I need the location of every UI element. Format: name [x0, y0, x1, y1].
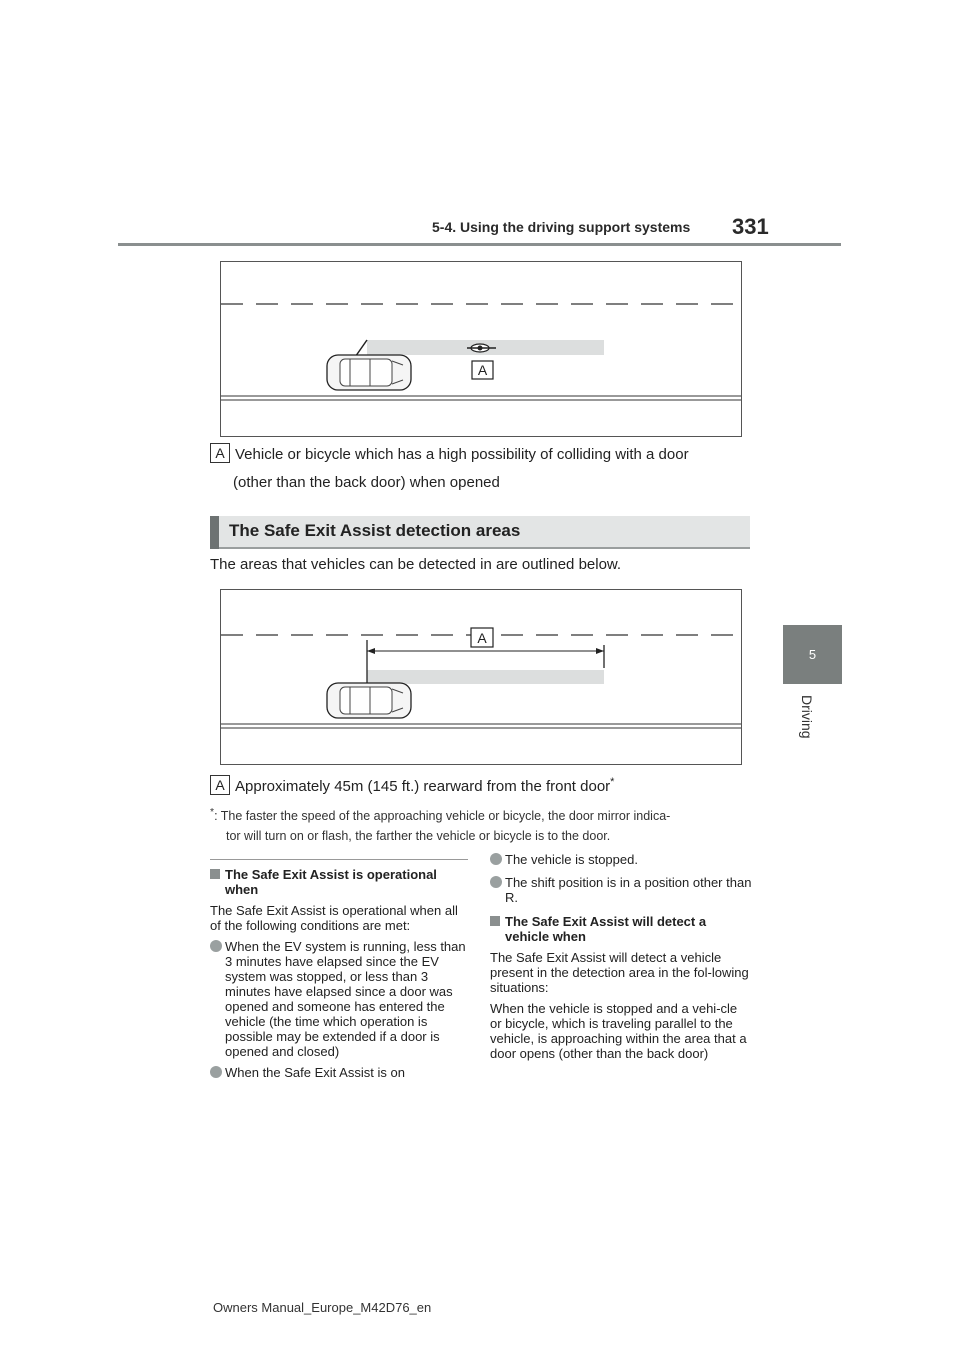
- section-title: 5-4. Using the driving support systems: [432, 219, 691, 235]
- section-header-bar: [210, 516, 219, 549]
- caption-2: [210, 769, 614, 800]
- left-paragraph: The Safe Exit Assist is operational when all of the following conditions are met:: [210, 903, 458, 933]
- bullet-dot-icon: [210, 1066, 222, 1078]
- figure-door-collision-svg: [221, 262, 741, 436]
- square-bullet-icon: [210, 869, 220, 879]
- left-subhead: [210, 867, 468, 897]
- chapter-name: Driving: [799, 695, 815, 739]
- right-paragraph-2: When the vehicle is stopped and a vehi-cle or bicycle, which is traveling parallel to the vehicle, is approaching within the area that a door opens (other than the back door): [490, 1001, 747, 1061]
- section-header-title: The Safe Exit Assist detection areas: [229, 521, 521, 540]
- list-item-text: The shift position is in a position other than R.: [505, 875, 752, 905]
- figure1-label: A: [477, 362, 488, 378]
- figure-detection-area: [220, 589, 742, 765]
- list-item: [490, 852, 752, 867]
- arrow-left-head: [367, 648, 375, 654]
- figure1-label-box: [472, 361, 493, 379]
- figure-detection-area-svg: [221, 590, 741, 764]
- footnote-line2: tor will turn on or flash, the farther the vehicle or bicycle is to the door.: [226, 829, 611, 844]
- footer-text: Owners Manual_Europe_M42D76_en: [213, 1300, 432, 1315]
- list-item: [210, 1065, 468, 1080]
- caption2-letter: A: [210, 775, 230, 795]
- caption2-marker: *: [610, 776, 615, 788]
- caption1-line1: Vehicle or bicycle which has a high possibility of colliding with a door: [235, 446, 689, 463]
- square-bullet-icon: [490, 916, 500, 926]
- intro-text: The areas that vehicles can be detected in are outlined below.: [210, 556, 622, 573]
- list-item: [490, 875, 752, 905]
- caption2-text: Approximately 45m (145 ft.) rearward from the front door: [235, 778, 611, 795]
- figure2-label: A: [477, 630, 487, 646]
- footnote-line1: : The faster the speed of the approaching vehicle or bicycle, the door mirror indica-: [214, 809, 671, 824]
- chapter-number: 5: [808, 647, 817, 662]
- left-subhead-text: The Safe Exit Assist is operational when: [225, 867, 437, 897]
- list-item-text: When the EV system is running, less than 3 minutes have elapsed since the EV system was stopped, or less than 3 minutes have elapsed since a door was opened and someone has entered the vehicle (the time which operation is possible may be extended if a door is opened and closed): [225, 939, 466, 1059]
- figure-door-collision: [220, 261, 742, 437]
- left-column: [210, 867, 468, 1080]
- caption-1-line2: (other than the back door) when opened: [233, 474, 500, 491]
- list-item-text: The vehicle is stopped.: [505, 852, 638, 867]
- header-divider: [118, 243, 841, 246]
- column-divider: [210, 859, 468, 860]
- right-subhead-text: The Safe Exit Assist will detect a vehicle when: [505, 914, 707, 944]
- chapter-tab: [783, 625, 842, 684]
- caption-1: [210, 441, 689, 468]
- section-header: [210, 516, 750, 549]
- detection-zone: [367, 670, 604, 684]
- bullet-dot-icon: [210, 940, 222, 952]
- car-icon: [327, 355, 411, 390]
- list-item: [210, 939, 468, 1059]
- footnote: [210, 803, 755, 846]
- bullet-dot-icon: [490, 876, 502, 888]
- figure2-label-box: [471, 628, 493, 647]
- car-icon: [327, 683, 411, 718]
- bullet-dot-icon: [490, 853, 502, 865]
- right-subhead: [490, 914, 752, 944]
- footnote-marker: *: [210, 807, 215, 818]
- right-column: [490, 852, 752, 1061]
- list-item-text: When the Safe Exit Assist is on: [225, 1065, 405, 1080]
- page-number: 331: [732, 214, 769, 239]
- caption1-letter: A: [210, 443, 230, 463]
- arrow-right-head: [596, 648, 604, 654]
- right-paragraph-1: The Safe Exit Assist will detect a vehicle present in the detection area in the fol-lowing situations:: [490, 950, 749, 995]
